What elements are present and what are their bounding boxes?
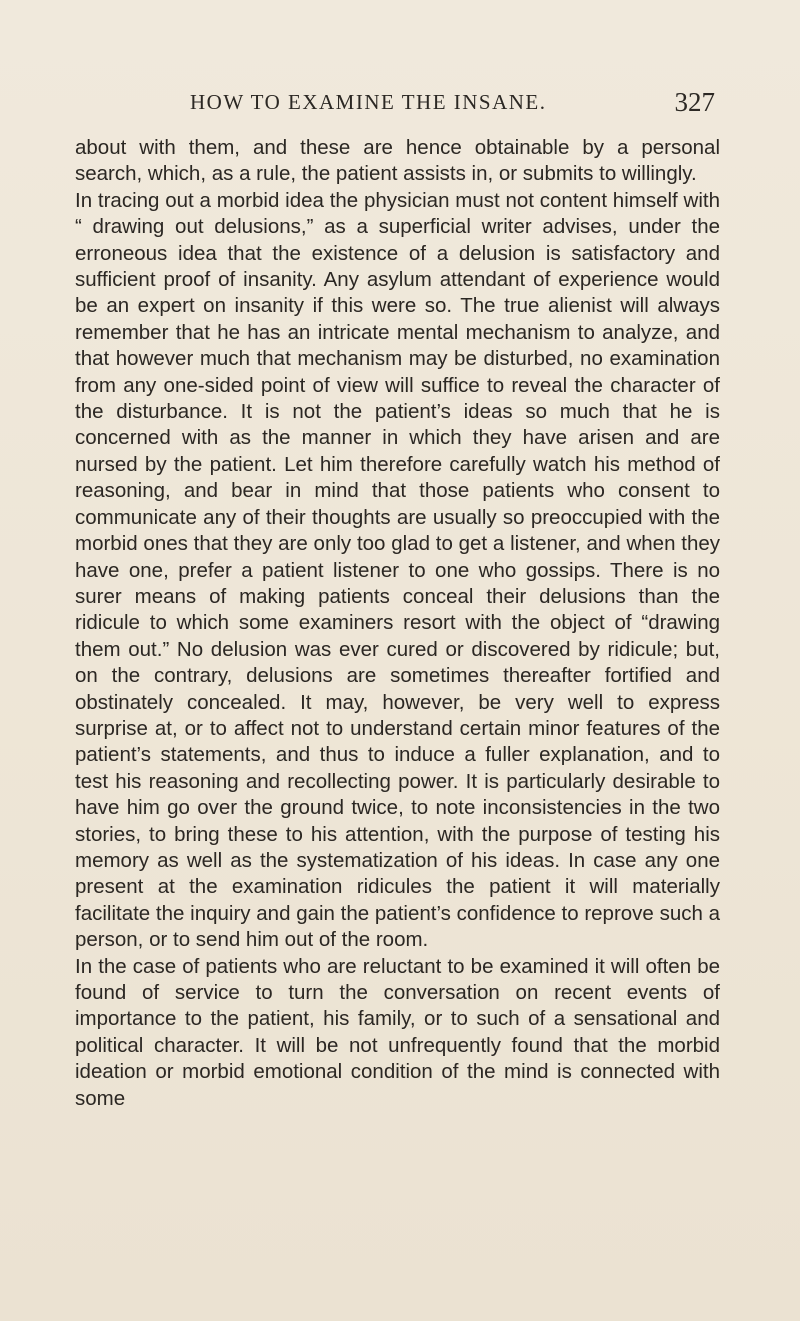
body-text (75, 135, 720, 1112)
chapter-title: HOW TO EXAMINE THE INSANE. (190, 90, 547, 114)
running-head (75, 87, 715, 130)
page-number: 327 (674, 87, 715, 117)
paragraph-3: In the case of patients who are reluctant to be examined it will often be found of service to turn the conversation on recent events of importance to the patient, his family, or to such of a sensational and political character. It will be not unfrequently found that the morbid ideation or morbid emotional condition of the mind is connected with some (75, 954, 720, 1110)
paragraph-2: In tracing out a morbid idea the physician must not content himself with “ drawing out delusions,” as a superficial writer advises, under the erroneous idea that the existence of a delusion is satisfactory and sufficient proof of insanity. Any asylum attendant of experience would be an expert on insanity if this were so. The true alienist will always remember that he has an intricate mental mechanism to analyze, and that however much that mechanism may be disturbed, no examination from any one-sided point of view will suffice to reveal the character of the disturbance. It is not the patient’s ideas so much that he is concerned with as the manner in which they have arisen and are nursed by the patient. Let him therefore carefully watch his method of reasoning, and bear in mind that those patients who consent to communicate any of their thoughts are usually so preoccupied with the morbid ones that they are only too glad to get a listener, and when they have one, prefer a patient listener to one who gossips. There is no surer means of making patients conceal their delusions than the ridicule to which some examiners resort with the object of “drawing them out.” No delusion was ever cured or discovered by ridicule; but, on the contrary, delusions are sometimes thereafter fortified and obstinately concealed. It may, however, be very well to express surprise at, or to affect not to understand certain minor features of the patient’s statements, and thus to induce a fuller explanation, and to test his reasoning and recollecting power. It is particularly desirable to have him go over the ground twice, to note inconsistencies in the two stories, to bring these to his attention, with the purpose of testing his memory as well as the systematization of his ideas. In case any one present at the examination ridicules the patient it will materially facilitate the inquiry and gain the patient’s confidence to reprove such a person, or to send him out of the room. (75, 188, 720, 952)
paragraph-1: about with them, and these are hence obtainable by a personal search, which, as a rule, the patient assists in, or submits to willingly. (75, 136, 720, 186)
